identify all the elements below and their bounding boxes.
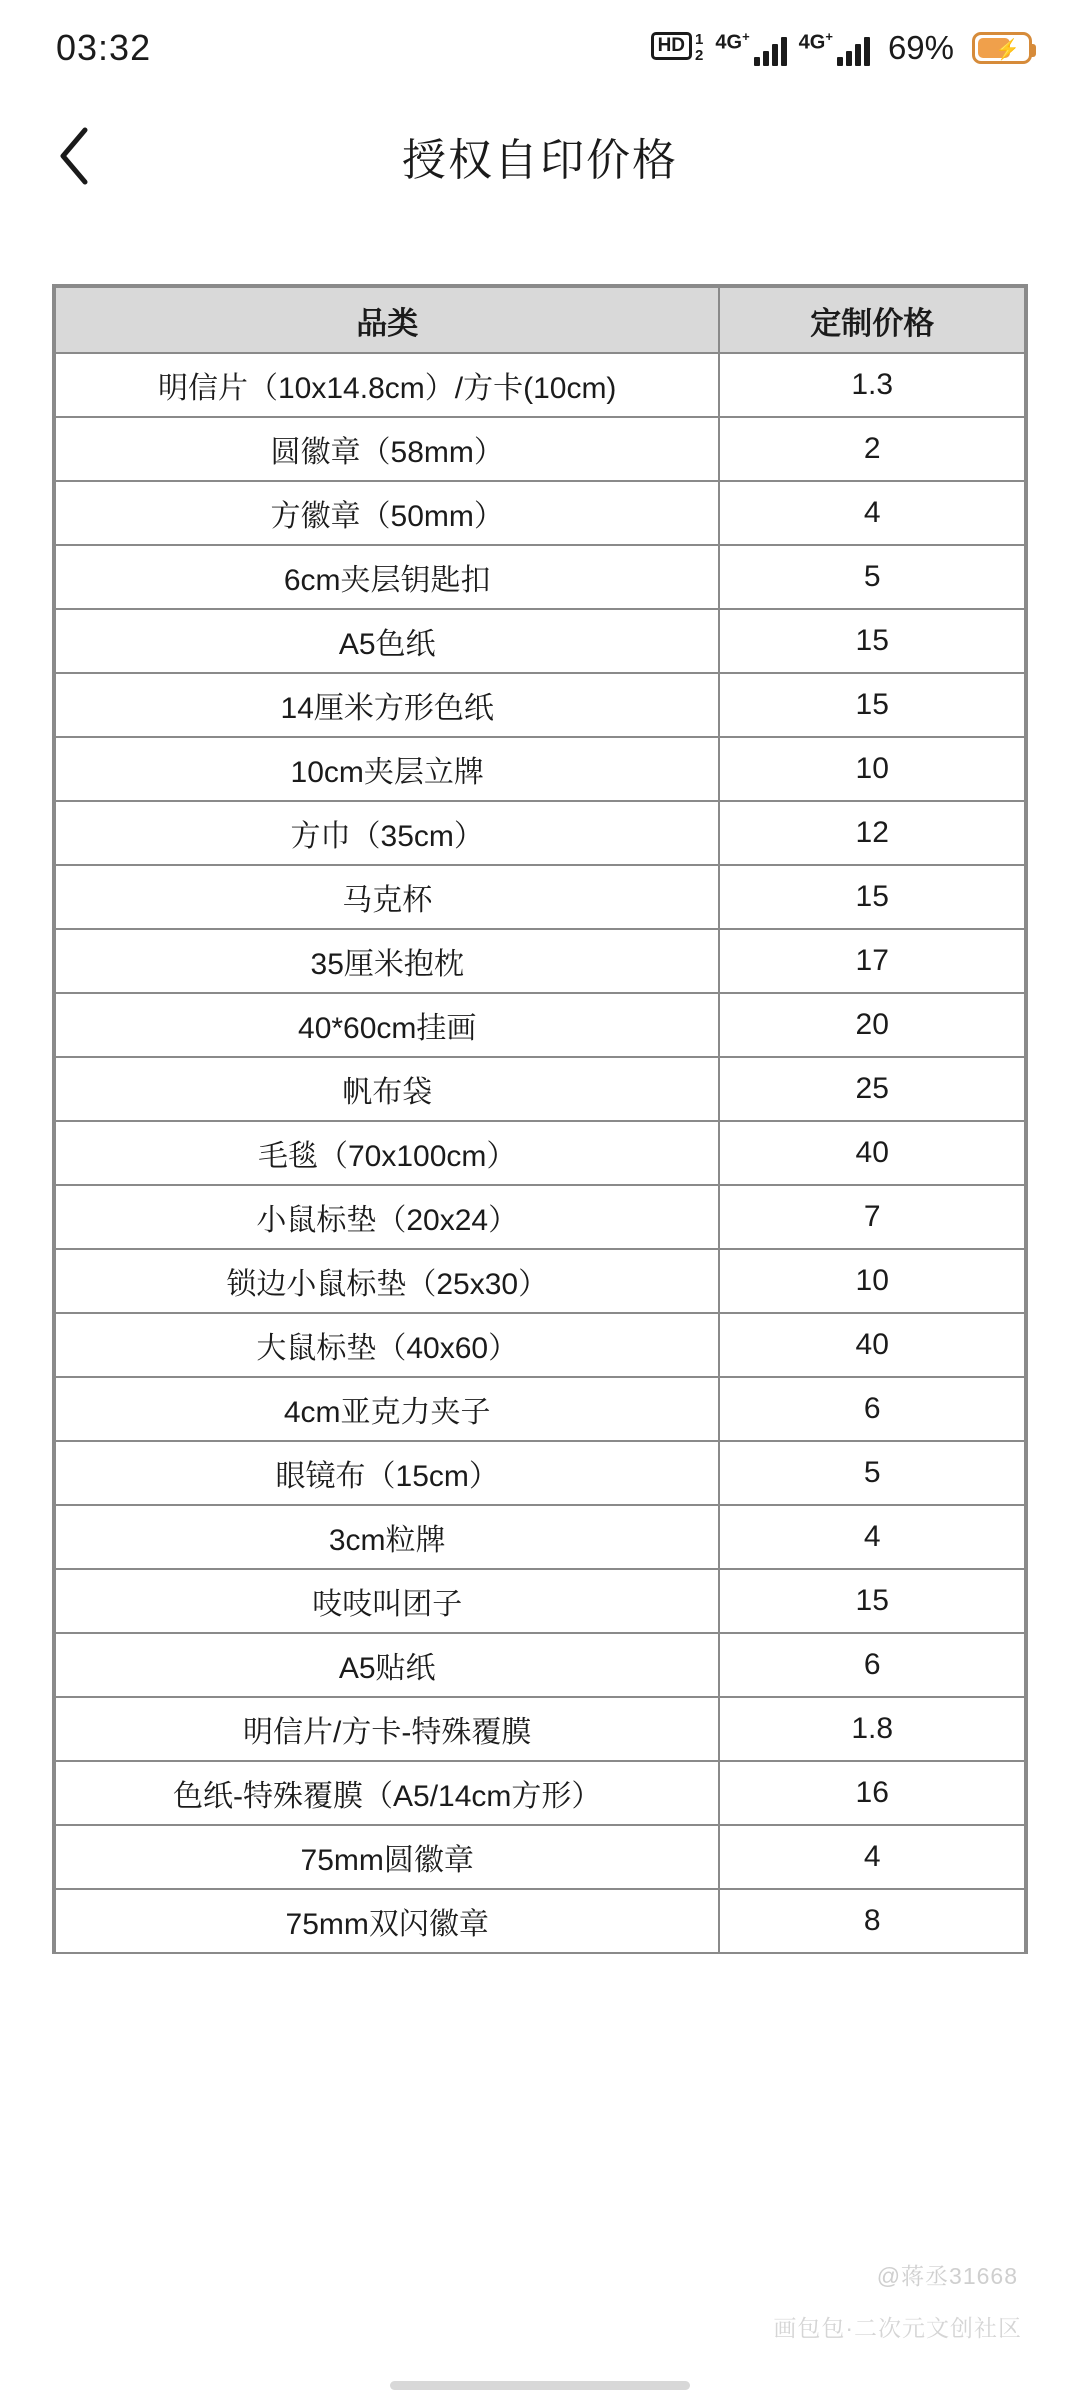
cell-price: 15 <box>719 673 1025 737</box>
chevron-left-icon <box>55 125 95 187</box>
cell-category: 明信片/方卡-特殊覆膜 <box>55 1697 719 1761</box>
table-row <box>55 1633 1025 1697</box>
cell-category: 3cm粒牌 <box>55 1505 719 1569</box>
page-header <box>0 96 1080 216</box>
cell-price: 8 <box>719 1889 1025 1953</box>
table-body <box>55 353 1025 1953</box>
signal-bars-1 <box>754 36 787 66</box>
cell-price: 1.8 <box>719 1697 1025 1761</box>
column-header-price: 定制价格 <box>719 287 1025 353</box>
table-row <box>55 1377 1025 1441</box>
cell-price: 40 <box>719 1313 1025 1377</box>
table-row <box>55 929 1025 993</box>
table-row <box>55 1569 1025 1633</box>
cell-category: A5色纸 <box>55 609 719 673</box>
cell-price: 17 <box>719 929 1025 993</box>
cell-category: 色纸-特殊覆膜（A5/14cm方形） <box>55 1761 719 1825</box>
table-row <box>55 1825 1025 1889</box>
cell-price: 10 <box>719 737 1025 801</box>
cell-category: A5贴纸 <box>55 1633 719 1697</box>
status-icons <box>651 29 1032 67</box>
table-row <box>55 1313 1025 1377</box>
hd-sup: 1 <box>695 31 704 49</box>
cell-category: 75mm双闪徽章 <box>55 1889 719 1953</box>
cell-price: 6 <box>719 1377 1025 1441</box>
cell-price: 15 <box>719 609 1025 673</box>
table-row <box>55 1889 1025 1953</box>
table-row <box>55 1761 1025 1825</box>
page-title: 授权自印价格 <box>402 136 678 185</box>
table-row <box>55 1121 1025 1185</box>
back-button[interactable] <box>40 121 110 191</box>
table-row <box>55 673 1025 737</box>
table-row <box>55 353 1025 417</box>
charging-bolt-icon: ⚡ <box>995 39 1020 61</box>
network-type-1: 4G+ <box>715 28 750 54</box>
table-row <box>55 993 1025 1057</box>
cell-price: 25 <box>719 1057 1025 1121</box>
watermark-user: @蒋丞31668 <box>876 2263 1018 2289</box>
table-row <box>55 481 1025 545</box>
table-row <box>55 545 1025 609</box>
signal-bars-2 <box>837 36 870 66</box>
cell-price: 10 <box>719 1249 1025 1313</box>
cell-category: 大鼠标垫（40x60） <box>55 1313 719 1377</box>
cell-category: 6cm夹层钥匙扣 <box>55 545 719 609</box>
price-table-container <box>52 284 1028 1954</box>
cell-category: 75mm圆徽章 <box>55 1825 719 1889</box>
table-row <box>55 1185 1025 1249</box>
cell-price: 20 <box>719 993 1025 1057</box>
cell-category: 马克杯 <box>55 865 719 929</box>
home-indicator[interactable] <box>390 2381 690 2390</box>
table-row <box>55 1697 1025 1761</box>
cell-price: 1.3 <box>719 353 1025 417</box>
table-row <box>55 1441 1025 1505</box>
table-row <box>55 865 1025 929</box>
table-row <box>55 609 1025 673</box>
cell-category: 35厘米抱枕 <box>55 929 719 993</box>
table-row <box>55 1505 1025 1569</box>
cell-category: 毛毯（70x100cm） <box>55 1121 719 1185</box>
cell-category: 4cm亚克力夹子 <box>55 1377 719 1441</box>
battery-icon <box>972 32 1032 64</box>
cell-price: 4 <box>719 1505 1025 1569</box>
cell-category: 方巾（35cm） <box>55 801 719 865</box>
table-row <box>55 1249 1025 1313</box>
cell-category: 眼镜布（15cm） <box>55 1441 719 1505</box>
battery-percent: 69% <box>887 29 954 66</box>
cell-price: 6 <box>719 1633 1025 1697</box>
cell-category: 小鼠标垫（20x24） <box>55 1185 719 1249</box>
status-time: 03:32 <box>56 27 152 68</box>
table-row <box>55 1057 1025 1121</box>
hd-sub: 2 <box>695 47 704 64</box>
watermark-site: 画包包·二次元文创社区 <box>773 2315 1022 2341</box>
cell-price: 12 <box>719 801 1025 865</box>
cell-category: 锁边小鼠标垫（25x30） <box>55 1249 719 1313</box>
cell-price: 4 <box>719 481 1025 545</box>
table-row <box>55 801 1025 865</box>
cell-category: 吱吱叫团子 <box>55 1569 719 1633</box>
cell-price: 16 <box>719 1761 1025 1825</box>
cell-category: 14厘米方形色纸 <box>55 673 719 737</box>
cell-price: 4 <box>719 1825 1025 1889</box>
signal-icon-1 <box>715 30 786 67</box>
hd-label: HD <box>651 32 692 60</box>
status-bar <box>0 0 1080 96</box>
cell-category: 方徽章（50mm） <box>55 481 719 545</box>
cell-price: 2 <box>719 417 1025 481</box>
table-row <box>55 737 1025 801</box>
volte-hd-icon <box>651 32 704 64</box>
price-table <box>54 286 1026 1954</box>
cell-category: 圆徽章（58mm） <box>55 417 719 481</box>
network-type-2: 4G+ <box>798 28 833 54</box>
cell-category: 10cm夹层立牌 <box>55 737 719 801</box>
hd-sim-indices <box>695 32 703 64</box>
table-row <box>55 417 1025 481</box>
cell-category: 40*60cm挂画 <box>55 993 719 1057</box>
cell-price: 15 <box>719 1569 1025 1633</box>
cell-price: 15 <box>719 865 1025 929</box>
table-header-row <box>55 287 1025 353</box>
cell-category: 明信片（10x14.8cm）/方卡(10cm) <box>55 353 719 417</box>
cell-price: 40 <box>719 1121 1025 1185</box>
column-header-category: 品类 <box>55 287 719 353</box>
signal-icon-2 <box>799 30 870 67</box>
cell-price: 7 <box>719 1185 1025 1249</box>
cell-category: 帆布袋 <box>55 1057 719 1121</box>
cell-price: 5 <box>719 1441 1025 1505</box>
cell-price: 5 <box>719 545 1025 609</box>
